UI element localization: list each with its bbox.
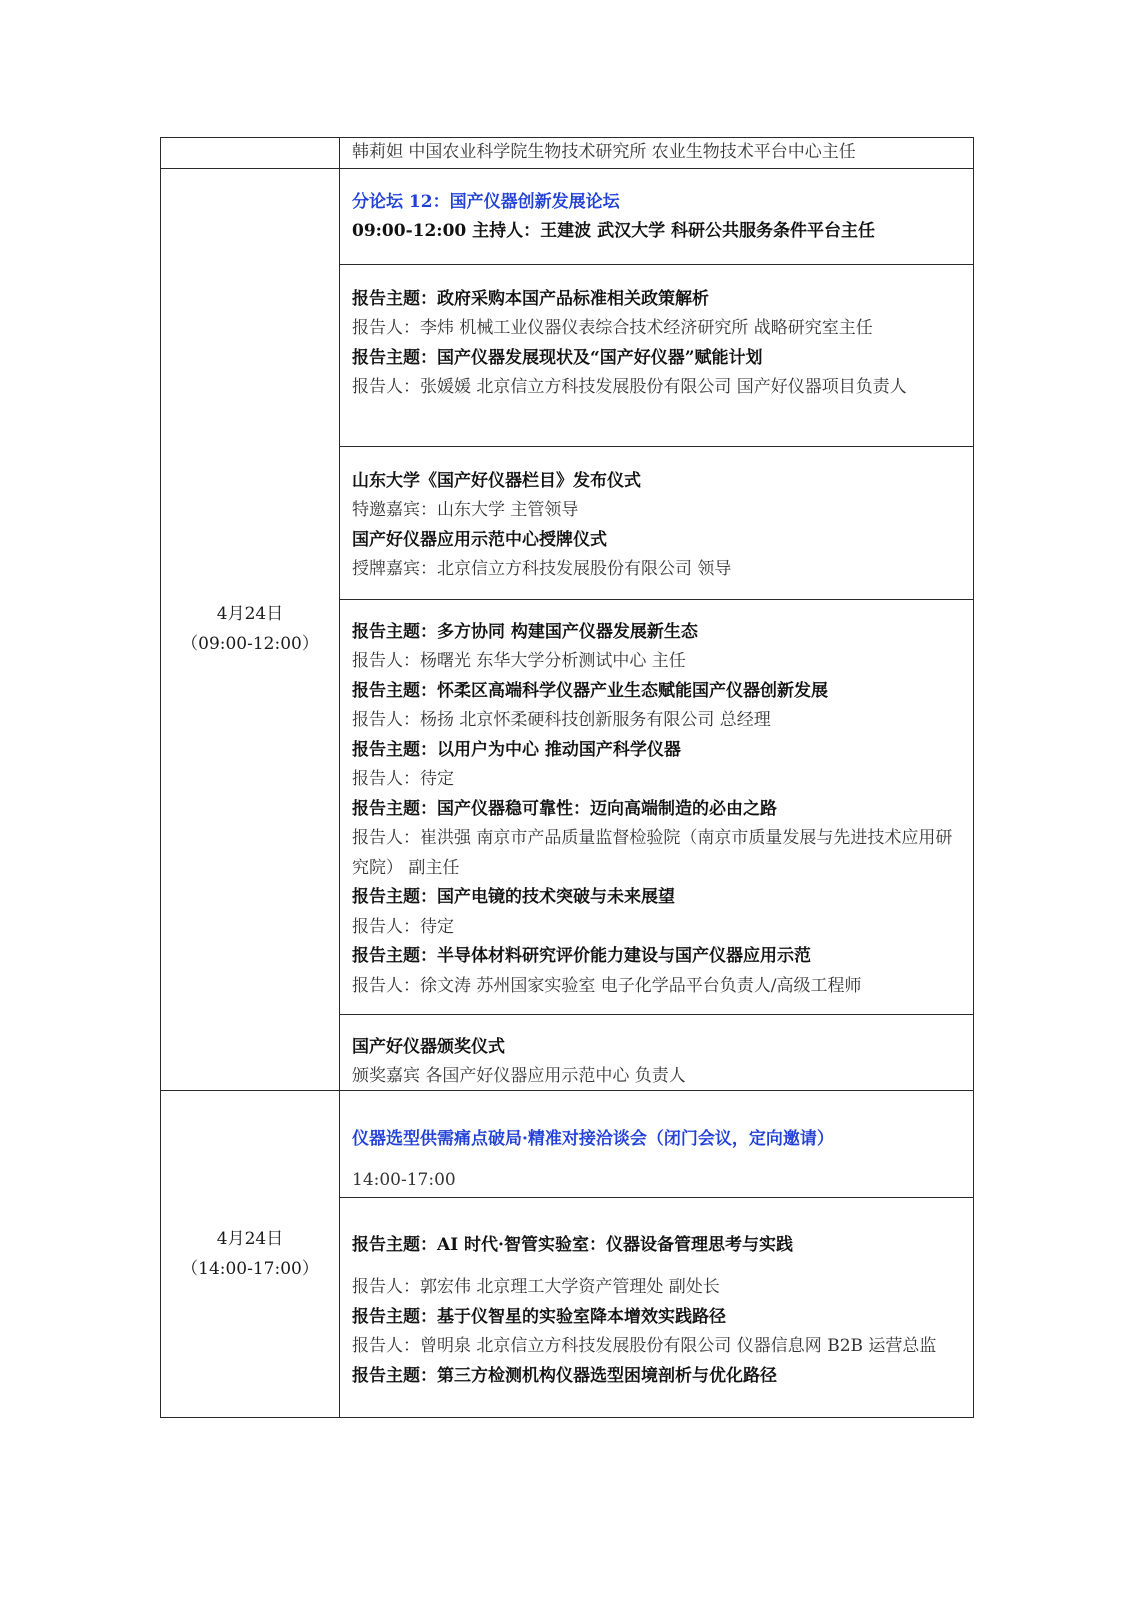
report-topic: 报告主题：AI 时代·智管实验室：仪器设备管理思考与实践 [352,1234,793,1255]
session-content-cell [340,168,974,1090]
report-speaker: 报告人：张媛媛 北京信立方科技发展股份有限公司 国产好仪器项目负责人 [352,377,907,397]
session-date: 4月24日 [216,1228,284,1249]
report-speaker: 报告人：待定 [352,769,454,789]
report-topic: 报告主题：怀柔区高端科学仪器产业生态赋能国产仪器创新发展 [352,680,828,701]
host-line: 09:00-12:00 主持人：王建波 武汉大学 科研公共服务条件平台主任 [352,221,875,241]
empty-date-cell [161,138,340,169]
session-time: （09:00-12:00） [181,634,319,654]
ceremony-block-b [340,446,973,599]
report-block [340,1197,973,1417]
continuation-speaker: 韩莉妲 中国农业科学院生物技术研究所 农业生物技术平台中心主任 [352,142,856,162]
session-date-cell [161,168,340,1090]
report-topic: 报告主题：第三方检测机构仪器选型困境剖析与优化路径 [352,1365,777,1386]
report-topic: 报告主题：国产仪器稳可靠性：迈向高端制造的必由之路 [352,798,777,819]
session-row-morning [161,168,974,1090]
session-time: （14:00-17:00） [181,1258,319,1279]
report-speaker: 报告人：崔洪强 南京市产品质量监督检验院（南京市质量发展与先进技术应用研究院） 副主任 [352,828,953,878]
agenda-table [160,137,974,1418]
ceremony-guest: 特邀嘉宾：山东大学 主管领导 [352,500,579,520]
report-block-a [340,264,973,446]
report-topic: 报告主题：基于仪智星的实验室降本增效实践路径 [352,1306,726,1327]
continuation-row [161,138,974,169]
forum-header-block [340,169,973,264]
report-topic: 报告主题：多方协同 构建国产仪器发展新生态 [352,621,698,642]
forum-title: 分论坛 12：国产仪器创新发展论坛 [352,191,620,212]
forum-header-block [340,1091,973,1197]
forum-title: 仪器选型供需痛点破局·精准对接洽谈会（闭门会议，定向邀请） [352,1128,834,1149]
report-speaker: 报告人：杨扬 北京怀柔硬科技创新服务有限公司 总经理 [352,710,771,730]
session-content-cell [340,1090,974,1417]
report-topic: 报告主题：半导体材料研究评价能力建设与国产仪器应用示范 [352,946,811,966]
award-title: 国产好仪器颁奖仪式 [352,1036,505,1057]
ceremony-title: 山东大学《国产好仪器栏目》发布仪式 [352,470,641,491]
report-topic: 报告主题：国产仪器发展现状及“国产好仪器”赋能计划 [352,347,763,368]
session-date: 4月24日 [216,604,284,624]
report-speaker: 报告人：曾明泉 北京信立方科技发展股份有限公司 仪器信息网 B2B 运营总监 [352,1336,937,1356]
report-topic: 报告主题：政府采购本国产品标准相关政策解析 [352,288,709,309]
award-block-d [340,1014,973,1090]
report-topic: 报告主题：以用户为中心 推动国产科学仪器 [352,739,681,760]
report-speaker: 报告人：李炜 机械工业仪器仪表综合技术经济研究所 战略研究室主任 [352,318,873,338]
report-speaker: 报告人：徐文涛 苏州国家实验室 电子化学品平台负责人/高级工程师 [352,975,862,996]
continuation-cell [340,138,974,169]
session-date-cell [161,1090,340,1417]
ceremony-title: 国产好仪器应用示范中心授牌仪式 [352,529,607,550]
report-speaker: 报告人：郭宏伟 北京理工大学资产管理处 副处长 [352,1277,720,1297]
ceremony-guest: 授牌嘉宾：北京信立方科技发展股份有限公司 领导 [352,559,732,579]
session-row-afternoon [161,1090,974,1417]
report-topic: 报告主题：国产电镜的技术突破与未来展望 [352,887,675,907]
award-guest: 颁奖嘉宾 各国产好仪器应用示范中心 负责人 [352,1066,686,1086]
report-speaker: 报告人：杨曙光 东华大学分析测试中心 主任 [352,651,686,671]
report-speaker: 报告人：待定 [352,916,454,937]
report-block-c [340,599,973,1014]
forum-time: 14:00-17:00 [352,1170,456,1190]
